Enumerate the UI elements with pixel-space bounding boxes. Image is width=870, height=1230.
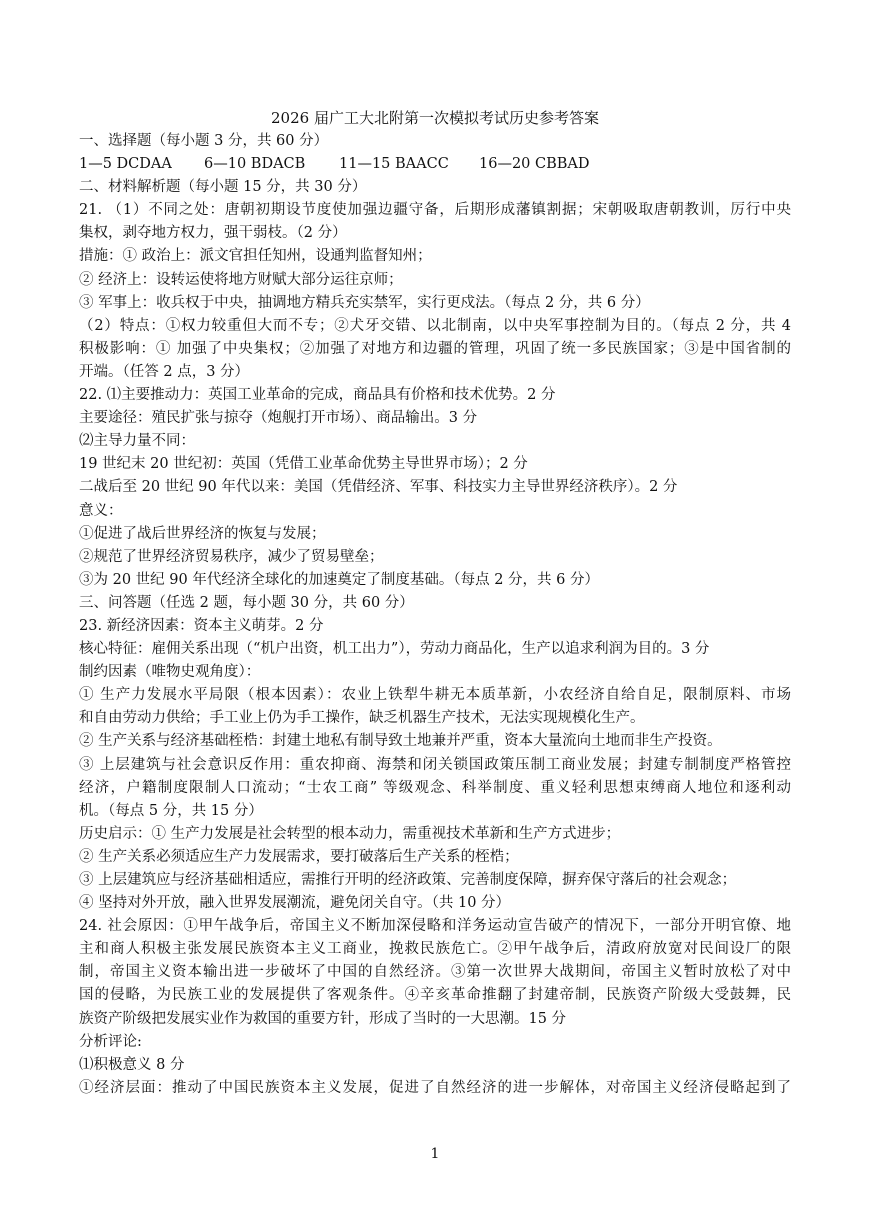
paragraph-line: ①经济层面：推动了中国民族资本主义发展，促进了自然经济的进一步解体，对帝国主义经济侵略起到了 bbox=[79, 1079, 791, 1096]
paragraph-line: 机。（每点 5 分，共 15 分） bbox=[79, 802, 263, 819]
paragraph-line: 分析评论: bbox=[79, 1033, 142, 1050]
paragraph-line: 族资产阶级把发展实业作为救国的重要方针，形成了当时的一大思潮。15 分 bbox=[79, 1010, 567, 1027]
answer-group-1: 1—5 DCDAA bbox=[79, 156, 172, 173]
paragraph-line: 核心特征：雇佣关系出现（“机户出资，机工出力”），劳动力商品化，生产以追求利润为目的。3 分 bbox=[79, 641, 710, 658]
answer-group-2: 6—10 BDACB bbox=[204, 156, 306, 173]
paragraph-line: 意义： bbox=[79, 502, 123, 519]
paragraph-line: ④ 坚持对外开放，融入世界发展潮流，避免闭关自守。（共 10 分） bbox=[79, 895, 511, 912]
paragraph-line: ③ 军事上：收兵权于中央，抽调地方精兵充实禁军，实行更戍法。（每点 2 分，共 6 分） bbox=[79, 294, 650, 311]
document-body bbox=[79, 130, 791, 1100]
choice-answers-row bbox=[79, 153, 791, 176]
paragraph-line: 二战后至 20 世纪 90 年代以来：美国（凭借经济、军事、科技实力主导世界经济秩序）。2 分 bbox=[79, 479, 678, 496]
answer-group-3: 11—15 BAACC bbox=[339, 156, 449, 173]
paragraph-line: ② 生产关系必须适应生产力发展需求，要打破落后生产关系的桎梏； bbox=[79, 848, 519, 865]
answer-group-4: 16—20 CBBAD bbox=[479, 156, 590, 173]
document-title: 2026 届广工大北附第一次模拟考试历史参考答案 bbox=[271, 109, 599, 127]
paragraph-line: ③ 上层建筑应与经济基础相适应，需推行开明的经济政策、完善制度保障，摒弃保守落后的社会观念； bbox=[79, 872, 737, 888]
paragraph-line: 集权，剥夺地方权力，强干弱枝。（2 分） bbox=[79, 225, 347, 242]
paragraph-line: ②规范了世界经济贸易秩序，减少了贸易壁垒； bbox=[79, 548, 384, 565]
paragraph-line: ①促进了战后世界经济的恢复与发展； bbox=[79, 525, 326, 542]
section-heading-choice: 一、选择题（每小题 3 分，共 60 分） bbox=[79, 133, 329, 149]
paragraph-line: 制，帝国主义资本输出进一步破坏了中国的自然经济。③第一次世界大战期间，帝国主义暂时放松了对中 bbox=[79, 964, 791, 981]
paragraph-line: 措施：① 政治上：派文官担任知州，设通判监督知州； bbox=[79, 248, 432, 265]
section-heading-essay: 三、问答题（任选 2 题，每小题 30 分，共 60 分） bbox=[79, 594, 414, 611]
paragraph-line: （2）特点：①权力较重但大而不专；②犬牙交错、以北制南，以中央军事控制为目的。（每点 2 分，共 4 bbox=[79, 317, 791, 334]
paragraph-line: 19 世纪末 20 世纪初：英国（凭借工业革命优势主导世界市场）；2 分 bbox=[79, 456, 528, 473]
paragraph-line: 和自由劳动力供给；手工业上仍为手工操作，缺乏机器生产技术，无法实现规模化生产。 bbox=[79, 710, 645, 727]
paragraph-line: 主和商人积极主张发展民族资本主义工商业，挽救民族危亡。②甲午战争后，清政府放宽对民间设厂的限 bbox=[79, 941, 791, 958]
paragraph-line: 经济，户籍制度限制人口流动；“士农工商” 等级观念、科举制度、重义轻利思想束缚商人地位和逐利动 bbox=[79, 779, 791, 796]
paragraph-line: 24. 社会原因：①甲午战争后，帝国主义不断加深侵略和洋务运动宣告破产的情况下，一部分开明官僚、地 bbox=[79, 918, 791, 935]
paragraph-line: 主要途径：殖民扩张与掠夺（炮舰打开市场）、商品输出。3 分 bbox=[79, 410, 478, 427]
paragraph-line: 23. 新经济因素：资本主义萌芽。2 分 bbox=[79, 617, 324, 634]
paragraph-line: 21. （1）不同之处：唐朝初期设节度使加强边疆守备，后期形成藩镇割据；宋朝吸取唐朝教训，厉行中央 bbox=[79, 202, 791, 219]
paragraph-line: 开端。（任答 2 点，3 分） bbox=[79, 363, 250, 380]
section-heading-material: 二、材料解析题（每小题 15 分，共 30 分） bbox=[79, 179, 367, 196]
paragraph-line: ③ 上层建筑与社会意识反作用：重农抑商、海禁和闭关锁国政策压制工商业发展；封建专制制度严格管控 bbox=[79, 756, 791, 773]
paragraph-line: 历史启示：① 生产力发展是社会转型的根本动力，需重视技术革新和生产方式进步； bbox=[79, 825, 621, 842]
paragraph-line: ② 经济上：设转运使将地方财赋大部分运往京师； bbox=[79, 271, 403, 288]
paragraph-line: 22. ⑴主要推动力：英国工业革命的完成，商品具有价格和技术优势。2 分 bbox=[79, 387, 556, 404]
paragraph-line: ① 生产力发展水平局限（根本因素）：农业上铁犁牛耕无本质革新，小农经济自给自足，限制原料、市场 bbox=[79, 687, 791, 704]
paragraph-line: 国的侵略，为民族工业的发展提供了客观条件。④辛亥革命推翻了封建帝制，民族资产阶级大受鼓舞，民 bbox=[79, 987, 791, 1004]
paragraph-line: 积极影响：① 加强了中央集权；②加强了对地方和边疆的管理，巩固了统一多民族国家；③是中国省制的 bbox=[79, 340, 791, 357]
paragraph-line: ⑴积极意义 8 分 bbox=[79, 1056, 185, 1073]
page-number: 1 bbox=[430, 1146, 440, 1162]
paragraph-line: ② 生产关系与经济基础桎梏：封建土地私有制导致土地兼并严重，资本大量流向土地而非生产投资。 bbox=[79, 733, 722, 750]
paragraph-line: ③为 20 世纪 90 年代经济全球化的加速奠定了制度基础。（每点 2 分，共 6 分） bbox=[79, 571, 599, 588]
paragraph-line: 制约因素（唯物史观角度）： bbox=[79, 664, 261, 681]
paragraph-line: ⑵主导力量不同： bbox=[79, 433, 195, 450]
